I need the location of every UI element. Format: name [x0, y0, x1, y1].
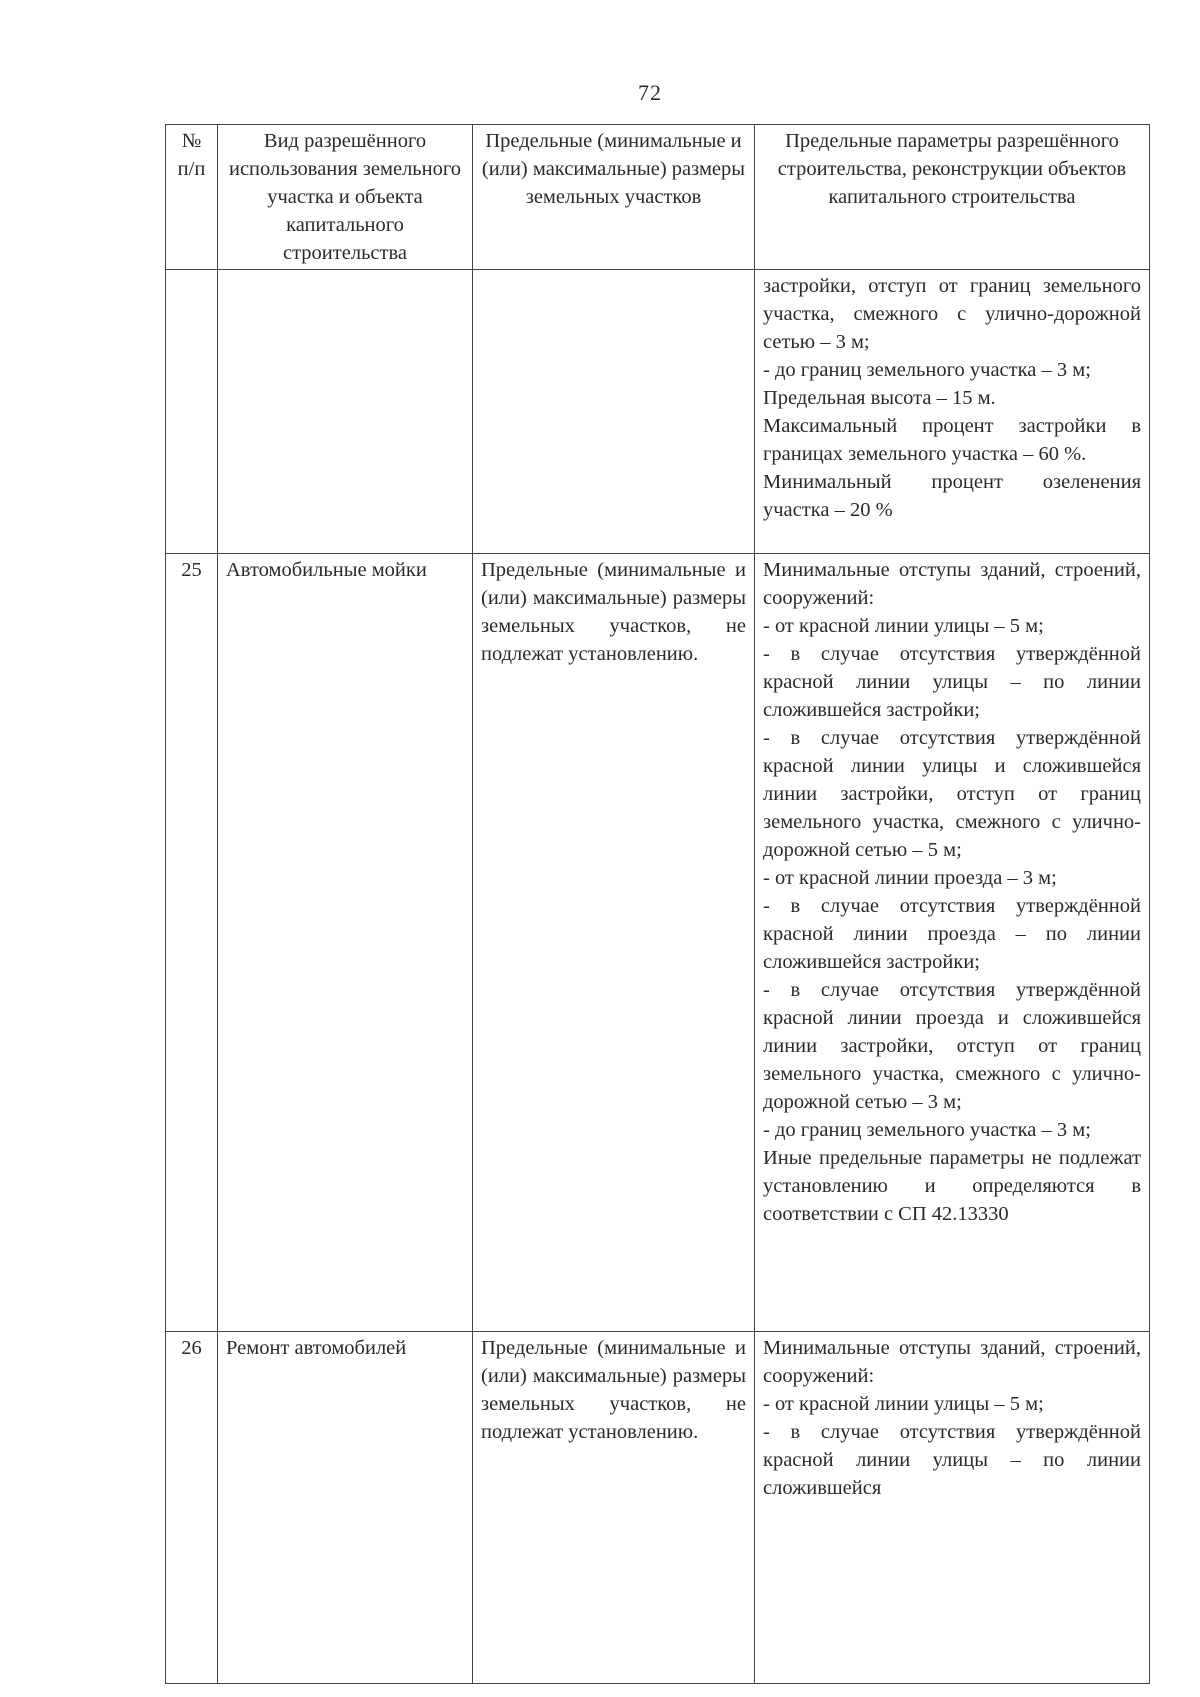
param-line: - в случае отсутствия утверждённой красной линии проезда и сложившейся линии застройки, отступ от границ земельного участка, смежного с улично-дорожной сетью – 3 м; [763, 979, 1141, 1113]
row-number [166, 270, 218, 554]
param-line: - от красной линии улицы – 5 м; [763, 615, 1044, 637]
param-line: - в случае отсутствия утверждённой красной линии улицы – по линии сложившейся [763, 1421, 1141, 1499]
row-sizes: Предельные (минимальные и (или) максимальные) размеры земельных участков, не подлежат установлению. [473, 1332, 755, 1684]
row-params [755, 1332, 1150, 1684]
row-sizes: Предельные (минимальные и (или) максимальные) размеры земельных участков, не подлежат установлению. [473, 554, 755, 1332]
header-use-type: Вид разрешённого использования земельного участка и объекта капитального строительства [218, 125, 473, 270]
row-use-type [218, 270, 473, 554]
param-line: - в случае отсутствия утверждённой красной линии улицы – по линии сложившейся застройки; [763, 643, 1141, 721]
table-row [166, 554, 1150, 1332]
table-row [166, 1332, 1150, 1684]
table-row [166, 270, 1150, 554]
row-sizes [473, 270, 755, 554]
param-line: Минимальный процент озеленения участка – 20 % [763, 471, 1141, 521]
param-line: - от красной линии проезда – 3 м; [763, 867, 1057, 889]
row-number: 26 [166, 1332, 218, 1684]
param-line: застройки, отступ от границ земельного участка, смежного с улично-дорожной сетью – 3 м; [763, 275, 1141, 353]
row-use-type: Автомобильные мойки [218, 554, 473, 1332]
param-line: Минимальные отступы зданий, строений, сооружений: [763, 559, 1141, 609]
header-params: Предельные параметры разрешённого строительства, реконструкции объектов капитального строительства [755, 125, 1150, 270]
param-line: Иные предельные параметры не подлежат установлению и определяются в соответствии с СП 42.13330 [763, 1147, 1141, 1225]
param-line: - до границ земельного участка – 3 м; [763, 359, 1091, 381]
param-line: - в случае отсутствия утверждённой красной линии улицы и сложившейся линии застройки, отступ от границ земельного участка, смежного с улично-дорожной сетью – 5 м; [763, 727, 1141, 861]
row-use-type: Ремонт автомобилей [218, 1332, 473, 1684]
param-line: Минимальные отступы зданий, строений, сооружений: [763, 1337, 1141, 1387]
param-line: Максимальный процент застройки в границах земельного участка – 60 %. [763, 415, 1141, 465]
param-line: - в случае отсутствия утверждённой красной линии проезда – по линии сложившейся застройки; [763, 895, 1141, 973]
row-params [755, 554, 1150, 1332]
param-line: Предельная высота – 15 м. [763, 387, 996, 409]
regulations-table [165, 124, 1150, 1684]
header-sizes: Предельные (минимальные и (или) максимальные) размеры земельных участков [473, 125, 755, 270]
row-params [755, 270, 1150, 554]
param-line: - от красной линии улицы – 5 м; [763, 1393, 1044, 1415]
row-number: 25 [166, 554, 218, 1332]
param-line: - до границ земельного участка – 3 м; [763, 1119, 1091, 1141]
page-number: 72 [638, 80, 662, 105]
header-number: № п/п [166, 125, 218, 270]
table-header-row [166, 125, 1150, 270]
